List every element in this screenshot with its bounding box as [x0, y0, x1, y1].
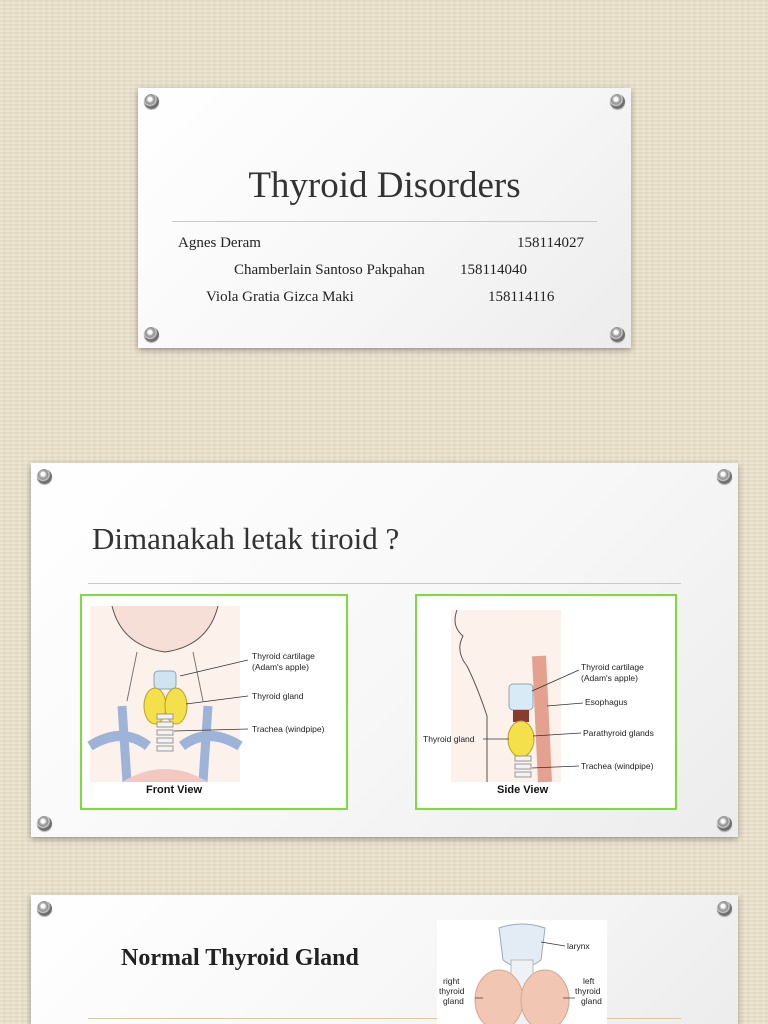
label-right-2: thyroid: [439, 986, 465, 996]
label-esophagus: Esophagus: [585, 697, 628, 707]
screw-icon: [717, 901, 732, 916]
author-id: 158114027: [517, 235, 584, 251]
label-thyroid-cartilage: Thyroid cartilage: [581, 662, 644, 672]
side-view-figure: [415, 594, 677, 810]
title-slide: [138, 88, 631, 348]
author-name: Agnes Deram: [178, 235, 261, 251]
author-name: Viola Gratia Gizca Maki: [206, 289, 354, 305]
slide-title: Thyroid Disorders: [248, 165, 521, 206]
side-view-caption: Side View: [497, 784, 549, 796]
location-slide: [31, 463, 738, 837]
slide-heading: Dimanakah letak tiroid ?: [92, 521, 400, 556]
author-id: 158114116: [488, 289, 555, 305]
front-view-figure: [80, 594, 348, 810]
thyroid-gland-illustration: [437, 920, 607, 1024]
thyroid-gland-drawing: [437, 920, 607, 1024]
label-right-3: gland: [443, 996, 464, 1006]
author-id: 158114040: [460, 262, 527, 278]
label-parathyroid-glands: Parathyroid glands: [583, 728, 654, 738]
normal-thyroid-slide: [31, 895, 738, 1024]
author-name: Chamberlain Santoso Pakpahan: [234, 262, 425, 278]
screw-icon: [37, 816, 52, 831]
side-view-illustration: [417, 596, 675, 808]
label-thyroid-cartilage: Thyroid cartilage: [252, 651, 315, 661]
screw-icon: [144, 94, 159, 109]
label-adams-apple: (Adam's apple): [581, 673, 638, 683]
label-thyroid-gland: Thyroid gland: [423, 734, 475, 744]
front-view-illustration: [82, 596, 346, 808]
label-larynx: larynx: [567, 941, 590, 951]
label-trachea: Trachea (windpipe): [252, 724, 325, 734]
label-adams-apple: (Adam's apple): [252, 662, 309, 672]
screw-icon: [610, 327, 625, 342]
screw-icon: [37, 901, 52, 916]
label-left-3: gland: [581, 996, 602, 1006]
front-view-caption: Front View: [146, 784, 203, 796]
label-trachea: Trachea (windpipe): [581, 761, 654, 771]
label-left-2: thyroid: [575, 986, 601, 996]
screw-icon: [37, 469, 52, 484]
screw-icon: [717, 469, 732, 484]
label-right-1: right: [443, 976, 460, 986]
label-thyroid-gland: Thyroid gland: [252, 691, 304, 701]
title-divider: [172, 221, 597, 222]
screw-icon: [717, 816, 732, 831]
screw-icon: [144, 327, 159, 342]
screw-icon: [610, 94, 625, 109]
slide-heading: Normal Thyroid Gland: [121, 945, 359, 971]
label-left-1: left: [583, 976, 595, 986]
heading-divider: [88, 583, 681, 584]
